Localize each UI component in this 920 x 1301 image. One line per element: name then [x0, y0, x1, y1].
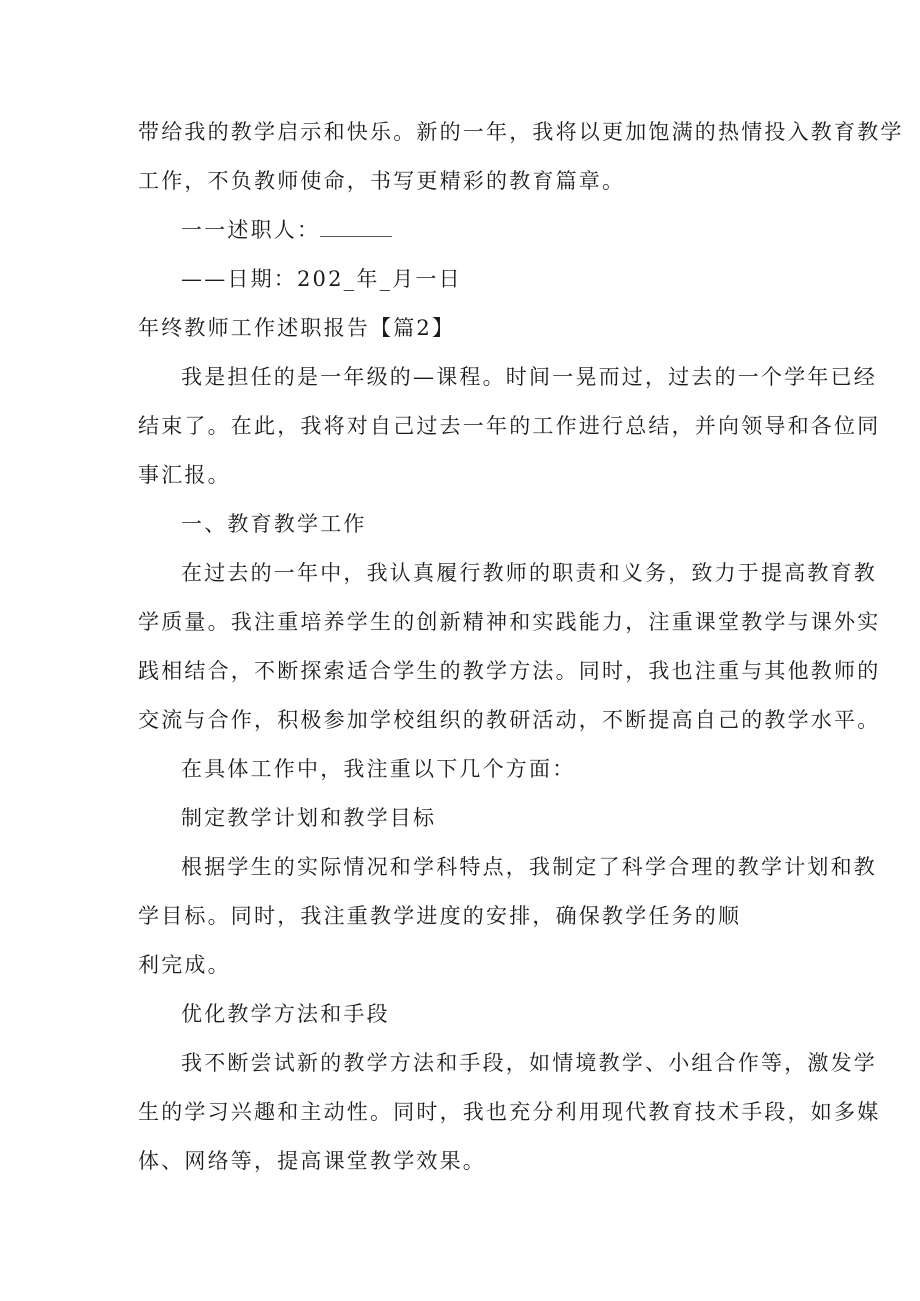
section-heading: 年终教师工作述职报告【篇2】	[138, 316, 456, 340]
paragraph-line: 体、网络等，提高课堂教学效果。	[138, 1149, 486, 1173]
paragraph-line: 交流与合作，积极参加学校组织的教研活动，不断提高自己的教学水平。	[138, 708, 881, 732]
subheading: 一、教育教学工作	[181, 512, 367, 536]
paragraph-line: 践相结合，不断探索适合学生的教学方法。同时，我也注重与其他教师的	[138, 659, 881, 683]
signature-line	[181, 216, 392, 244]
subheading: 优化教学方法和手段	[181, 1002, 390, 1026]
paragraph-line: 学目标。同时，我注重教学进度的安排，确保教学任务的顺	[138, 904, 742, 928]
paragraph-line: 根据学生的实际情况和学科特点，我制定了科学合理的教学计划和教	[181, 855, 877, 879]
paragraph-line: 事汇报。	[138, 463, 231, 487]
signature-blank	[320, 222, 392, 237]
paragraph-line: 我是担任的是一年级的—课程。时间一晃而过，过去的一个学年已经	[181, 365, 877, 389]
paragraph-line: 生的学习兴趣和主动性。同时，我也充分利用现代教育技术手段，如多媒	[138, 1100, 881, 1124]
paragraph-line: 结束了。在此，我将对自己过去一年的工作进行总结，并向领导和各位同	[138, 414, 881, 438]
paragraph-line: 在具体工作中，我注重以下几个方面：	[181, 757, 576, 781]
signature-label: 一一述职人：	[181, 218, 321, 242]
date-line: ——日期：202_年_月一日	[181, 267, 462, 291]
paragraph-line: 利完成。	[138, 953, 231, 977]
paragraph-line: 在过去的一年中，我认真履行教师的职责和义务，致力于提高教育教	[181, 561, 877, 585]
paragraph-line: 我不断尝试新的教学方法和手段，如情境教学、小组合作等，激发学	[181, 1051, 877, 1075]
subheading: 制定教学计划和教学目标	[181, 806, 437, 830]
paragraph-line: 带给我的教学启示和快乐。新的一年，我将以更加饱满的热情投入教育教学	[138, 120, 904, 144]
paragraph-line: 学质量。我注重培养学生的创新精神和实践能力，注重课堂教学与课外实	[138, 610, 881, 634]
paragraph-line: 工作，不负教师使命，书写更精彩的教育篇章。	[138, 169, 626, 193]
